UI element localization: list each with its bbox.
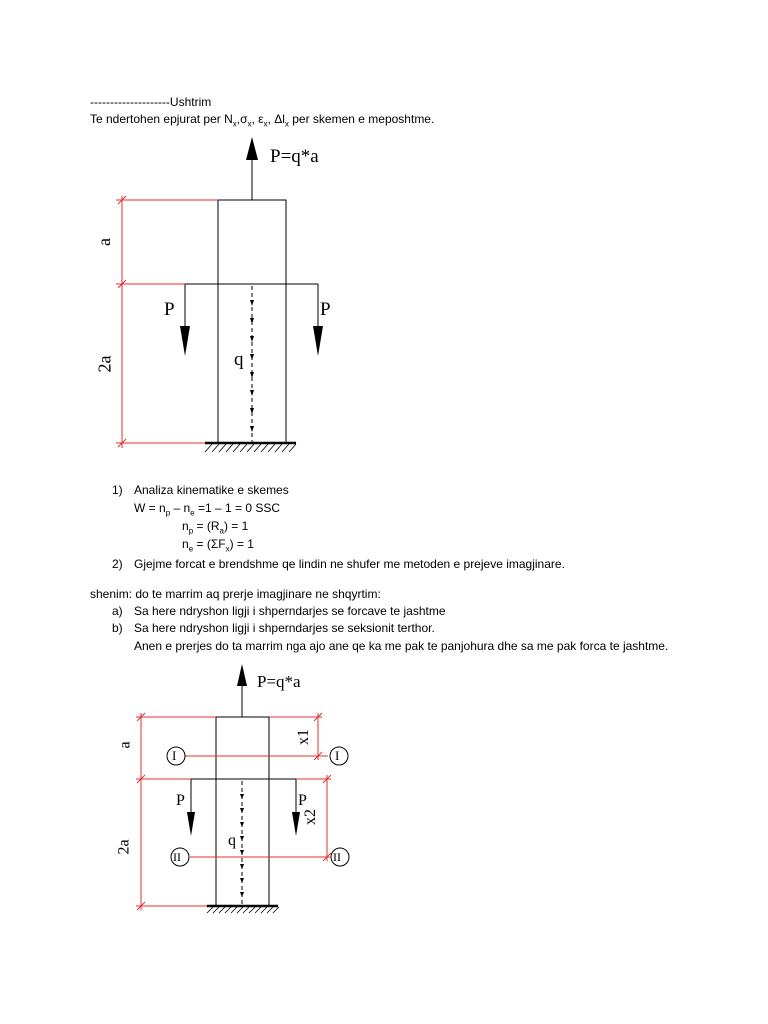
note-a-text: Sa here ndryshon ligji i shperndarjes se forcave te jashtme: [134, 604, 446, 618]
title-line: --------------------Ushtrim: [90, 95, 212, 109]
ne-equation: $n_e = (\Sigma F_x) = 1$: [182, 537, 254, 554]
item-1-text: Analiza kinematike e skemes: [134, 483, 289, 497]
figure-1-dim-2a: 2a: [94, 355, 115, 373]
figure-1-left-force-label: P: [164, 299, 175, 320]
figure-2-dim-a: a: [116, 741, 134, 749]
figure-2-right-force-label: P: [298, 792, 307, 809]
figure-1-dim-a: a: [94, 238, 114, 246]
figure-2-top-force-label: P=q*a: [257, 672, 301, 691]
fig2-top-force-arrowhead: [237, 664, 247, 686]
cut-2-right-label: II: [333, 850, 341, 864]
figure-1-top-force-label: P=q*a: [270, 146, 319, 167]
x2-dimension-label: x2: [302, 809, 319, 825]
figure-2-left-force-label: P: [176, 792, 185, 809]
cut-2-left-label: II: [173, 850, 181, 864]
cut-1-right-label: I: [335, 748, 340, 763]
note-b-number: b): [112, 621, 123, 635]
x1-dimension-label: x1: [295, 729, 312, 745]
w-equation: $W = n_p - n_e =1 - 1 = 0$ SSC: [134, 501, 280, 518]
figure-2-dim-2a: 2a: [115, 839, 133, 855]
note-a-number: a): [112, 604, 123, 618]
fig2-right-force-arrowhead: [292, 812, 300, 836]
cut-1-left-label: I: [172, 748, 177, 763]
figure-1-right-force-label: P: [320, 299, 331, 320]
note-conclusion: Anen e prerjes do ta marrim nga ajo ane qe ka me pak te panjohura dhe sa me pak forca te jashtme.: [134, 639, 669, 653]
task-statement: Te ndertohen epjurat per $N_x,\sigma_x$, $\varepsilon_x$, $\Delta l_x$ per skemen e meposhtme.: [90, 112, 435, 129]
figure-2-load-label: q: [228, 832, 236, 849]
fig2-upper-segment: [216, 717, 269, 779]
np-equation: $n_p = (R_a) = 1$: [182, 519, 249, 536]
fig2-left-force-arrowhead: [187, 812, 195, 836]
item-1-number: 1): [112, 483, 123, 497]
item-2-text: Gjejme forcat e brendshme qe lindin ne shufer me metoden e prejeve imagjinare.: [134, 557, 565, 571]
item-2-number: 2): [112, 557, 123, 571]
figure-1-load-label: q: [234, 349, 244, 370]
note-heading: shenim: do te marrim aq prerje imagjinare ne shqyrtim:: [90, 587, 381, 601]
note-b-text: Sa here ndryshon ligji i shperndarjes se seksionit terthor.: [134, 621, 435, 635]
